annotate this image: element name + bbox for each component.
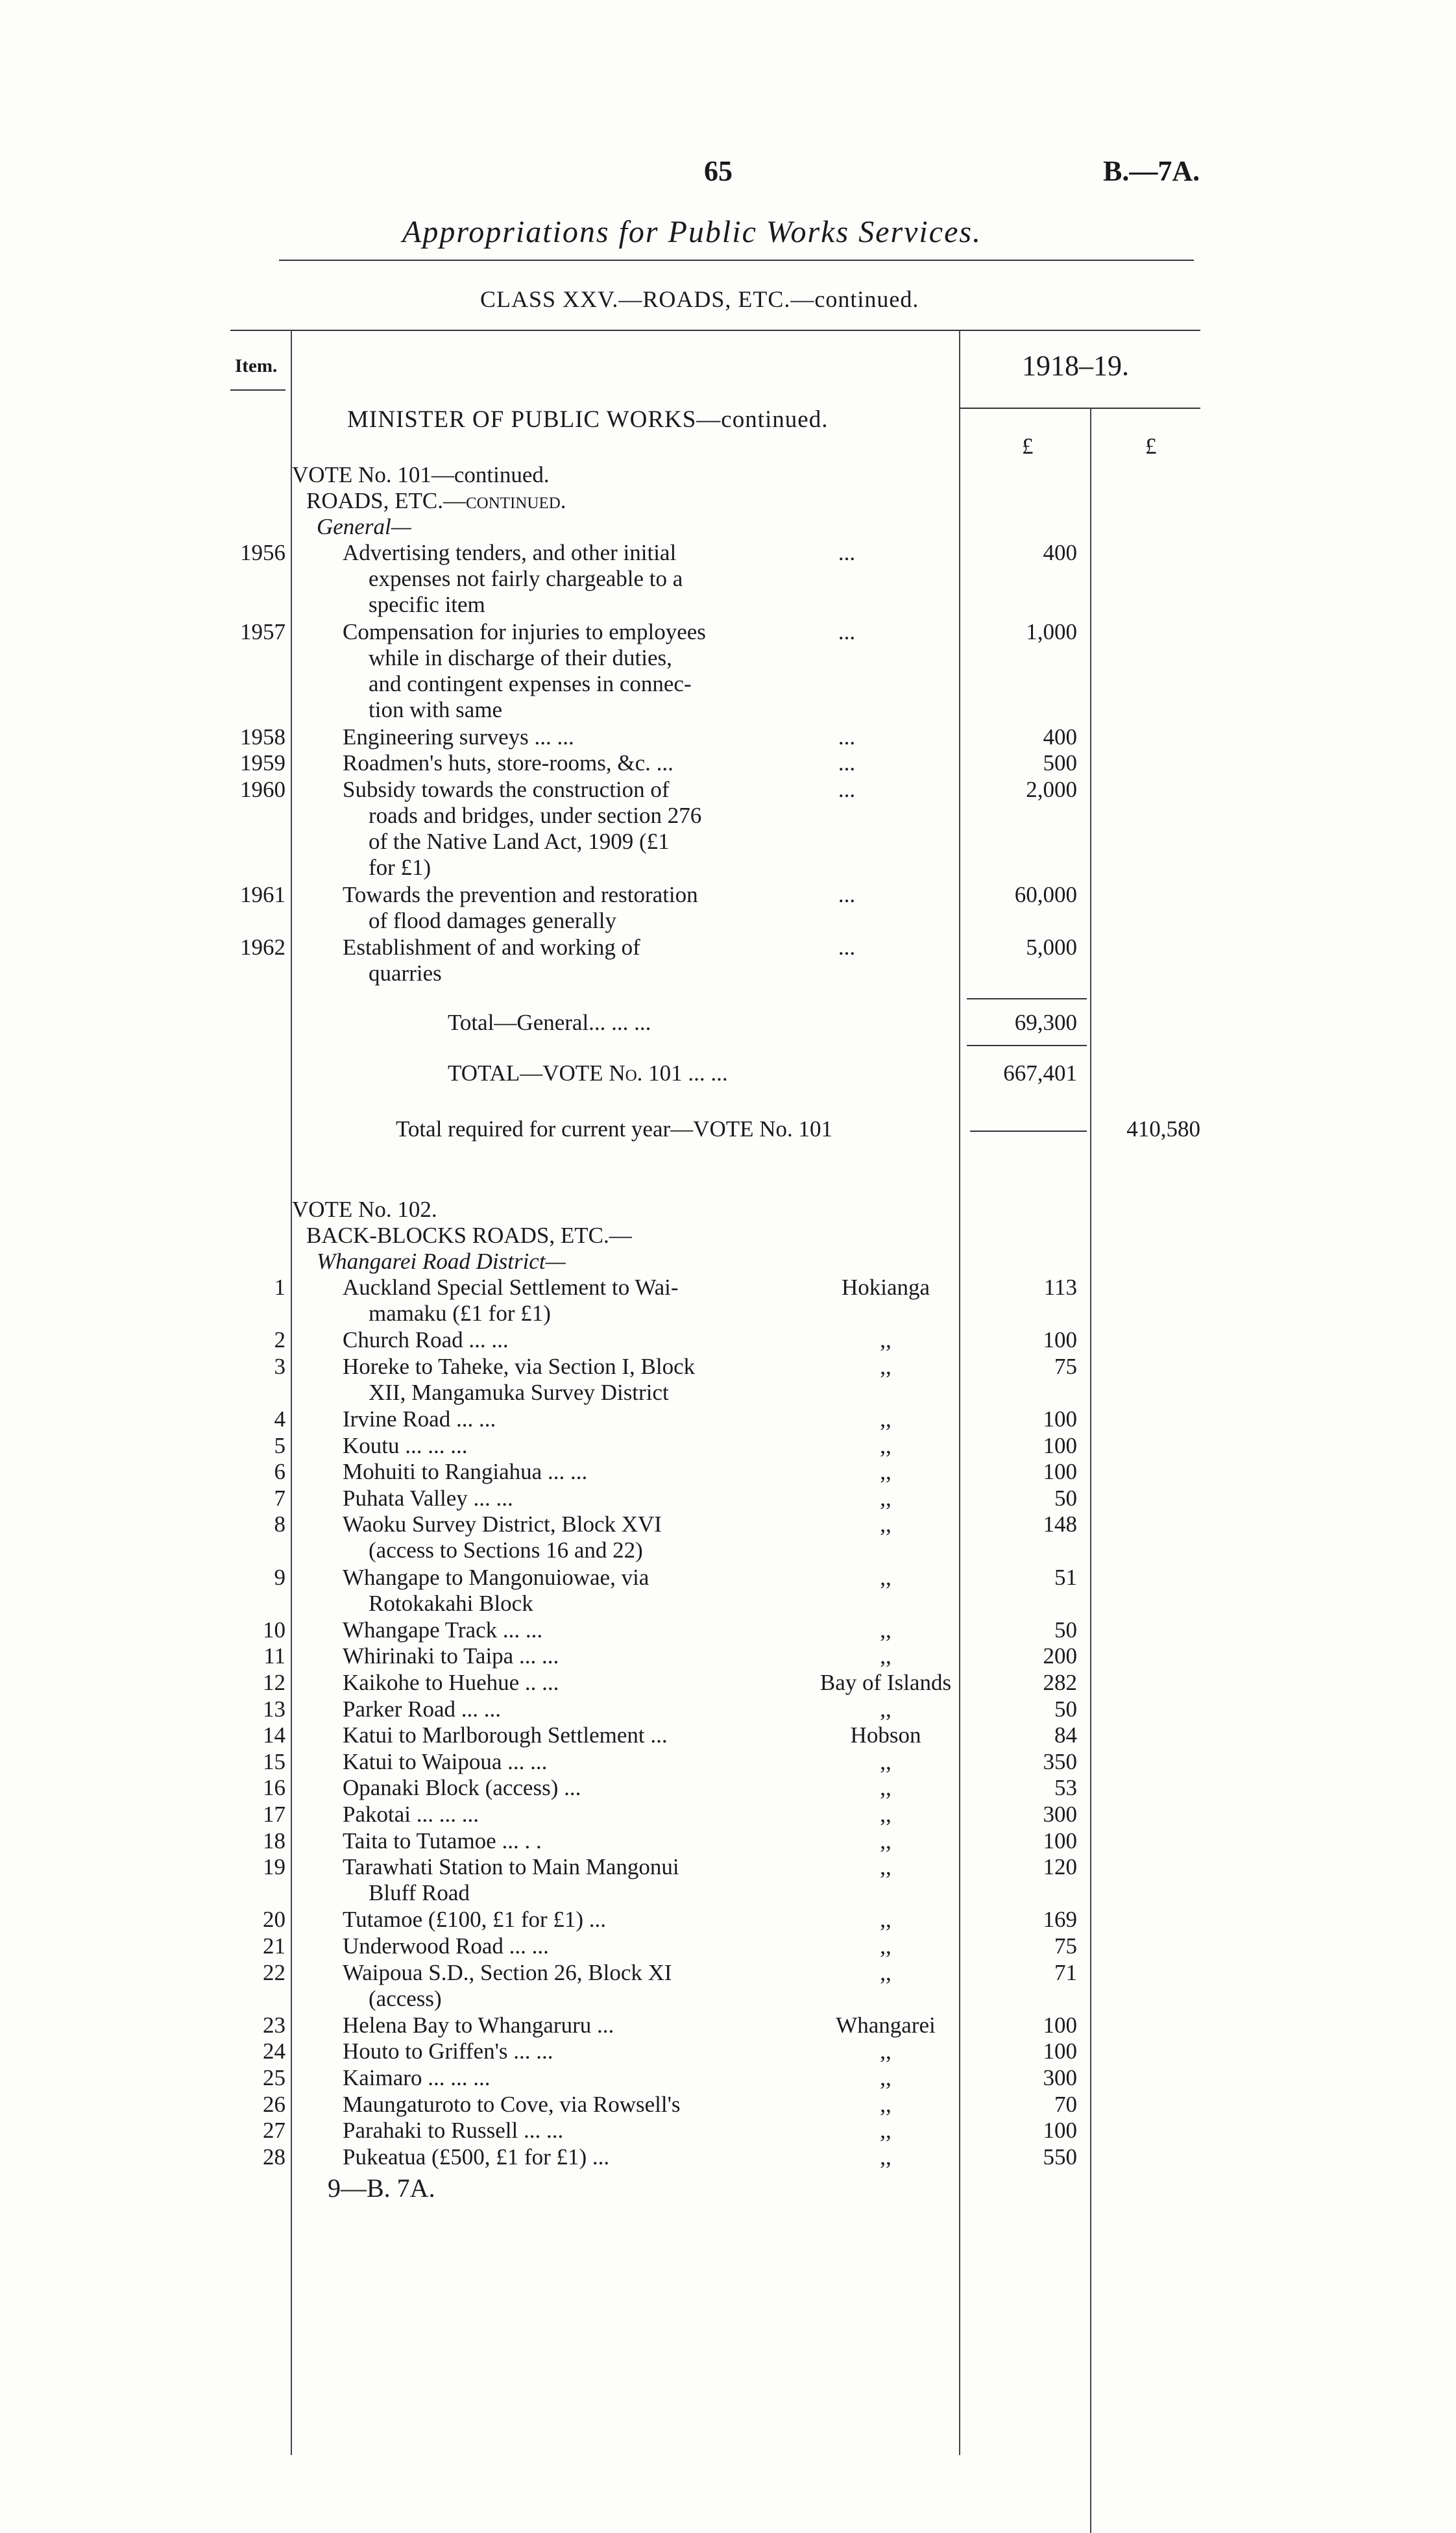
- item-number: 23: [263, 2012, 285, 2038]
- description-line: XII, Mangamuka Survey District: [369, 1379, 669, 1405]
- item-amount: 300: [1043, 1802, 1077, 1827]
- item-amount: 169: [1043, 1907, 1077, 1933]
- description-line: Maungaturoto to Cove, via Rowsell's: [343, 2091, 681, 2117]
- total-vote-label: TOTAL—VOTE No. 101 ... ...: [448, 1060, 728, 1086]
- item-description: [343, 1643, 790, 1669]
- electoral-district: ,,: [880, 1907, 892, 1933]
- description-line: Houto to Griffen's ... ...: [343, 2038, 553, 2064]
- item-number: 7: [274, 1485, 285, 1511]
- item-number: 9: [274, 1564, 285, 1590]
- year-header-rule: [959, 408, 1200, 409]
- amount-column-rule-right: [1090, 408, 1091, 2533]
- description-line: Whangape to Mangonuiowae, via: [343, 1564, 649, 1590]
- item-description: [343, 1354, 790, 1406]
- description-line: Mohuiti to Rangiahua ... ...: [343, 1459, 588, 1485]
- item-description: [343, 1406, 790, 1432]
- description-line: Pukeatua (£500, £1 for £1) ...: [343, 2144, 610, 2170]
- item-number: 16: [263, 1775, 285, 1801]
- description-line: Towards the prevention and restoration: [343, 881, 698, 907]
- leader-dots: ...: [838, 881, 856, 907]
- description-line: for £1): [369, 854, 431, 880]
- electoral-district: ,,: [880, 2065, 892, 2090]
- item-description: [343, 1486, 790, 1511]
- item-description: [343, 777, 790, 881]
- item-number: 1956: [240, 540, 285, 565]
- subtotal-rule: [967, 998, 1087, 999]
- item-description: [343, 1433, 790, 1459]
- leader-dots: ...: [838, 618, 856, 644]
- item-amount: 100: [1043, 1406, 1077, 1432]
- item-number: 5: [274, 1432, 285, 1458]
- item-amount: 1,000: [1026, 618, 1077, 644]
- leader-dots: ...: [838, 540, 856, 565]
- item-amount: 100: [1043, 2038, 1077, 2064]
- item-amount: 100: [1043, 1828, 1077, 1854]
- leader-dots: ...: [838, 750, 856, 776]
- item-description: [343, 1960, 790, 2012]
- item-amount: 84: [1054, 1722, 1077, 1748]
- item-amount: 5,000: [1026, 934, 1077, 960]
- description-line: Parahaki to Russell ... ...: [343, 2118, 564, 2144]
- electoral-district: ,,: [880, 2091, 892, 2117]
- item-description: [343, 1670, 790, 1696]
- electoral-district: ,,: [880, 1854, 892, 1880]
- item-amount: 400: [1043, 540, 1077, 565]
- description-line: Kaimaro ... ... ...: [343, 2065, 491, 2090]
- item-number: 1960: [240, 776, 285, 802]
- electoral-district: ,,: [880, 1643, 892, 1669]
- item-number: 1959: [240, 750, 285, 776]
- item-description: [343, 1327, 790, 1353]
- item-description: [343, 619, 790, 723]
- item-amount: 120: [1043, 1854, 1077, 1880]
- total-required-amount: 410,580: [1126, 1116, 1200, 1142]
- description-line: (access to Sections 16 and 22): [369, 1537, 643, 1563]
- electoral-district: Hobson: [850, 1722, 921, 1748]
- item-number: 1: [274, 1275, 285, 1300]
- electoral-district: ,,: [880, 1511, 892, 1537]
- total-general-amount: 69,300: [1014, 1010, 1077, 1035]
- title-rule: [279, 260, 1194, 261]
- electoral-district: Hokianga: [841, 1275, 930, 1300]
- leader-dots: ...: [838, 934, 856, 960]
- item-number: 15: [263, 1748, 285, 1774]
- total-vote-amount: 667,401: [1003, 1060, 1077, 1086]
- item-amount: 53: [1054, 1775, 1077, 1801]
- description-line: Subsidy towards the construction of: [343, 776, 670, 802]
- description-line: Roadmen's huts, store-rooms, &c. ...: [343, 750, 673, 776]
- item-amount: 2,000: [1026, 776, 1077, 802]
- description-line: (access): [369, 1985, 442, 2011]
- item-number: 19: [263, 1854, 285, 1880]
- electoral-district: ,,: [880, 1485, 892, 1511]
- item-amount: 148: [1043, 1511, 1077, 1537]
- item-amount: 75: [1054, 1933, 1077, 1959]
- description-line: Compensation for injuries to employees: [343, 618, 706, 644]
- item-description: [343, 1907, 790, 1933]
- item-description: [343, 2038, 790, 2064]
- leader-dots: ...: [838, 776, 856, 802]
- item-amount: 100: [1043, 1459, 1077, 1485]
- description-line: Parker Road ... ...: [343, 1696, 501, 1722]
- description-line: Underwood Road ... ...: [343, 1933, 549, 1959]
- description-line: Engineering surveys ... ...: [343, 724, 574, 750]
- description-line: quarries: [369, 960, 442, 986]
- description-line: Helena Bay to Whangaruru ...: [343, 2012, 614, 2038]
- item-number: 24: [263, 2038, 285, 2064]
- description-line: mamaku (£1 for £1): [369, 1301, 551, 1326]
- item-amount: 75: [1054, 1353, 1077, 1379]
- page-number: 65: [704, 155, 733, 187]
- item-number: 17: [263, 1802, 285, 1827]
- item-number: 12: [263, 1670, 285, 1695]
- item-amount: 71: [1054, 1959, 1077, 1985]
- year-column-header: 1918–19.: [1022, 350, 1129, 382]
- item-amount: 200: [1043, 1643, 1077, 1669]
- item-amount: 300: [1043, 2065, 1077, 2090]
- item-description: [343, 2092, 790, 2118]
- item-amount: 400: [1043, 724, 1077, 750]
- item-amount: 100: [1043, 2012, 1077, 2038]
- electoral-district: Bay of Islands: [819, 1670, 952, 1695]
- description-line: Bluff Road: [369, 1880, 470, 1906]
- electoral-district: ,,: [880, 1327, 892, 1353]
- description-line: Whangape Track ... ...: [343, 1617, 543, 1643]
- item-description: [343, 1459, 790, 1485]
- description-line: Waipoua S.D., Section 26, Block XI: [343, 1959, 672, 1985]
- item-amount: 113: [1043, 1275, 1077, 1300]
- electoral-district: ,,: [880, 1459, 892, 1485]
- item-description: [343, 1802, 790, 1828]
- item-amount: 550: [1043, 2144, 1077, 2170]
- item-description: [343, 2144, 790, 2170]
- item-number: 20: [263, 1907, 285, 1933]
- class-heading: CLASS XXV.—ROADS, ETC.—continued.: [480, 286, 919, 312]
- item-description: [343, 882, 790, 934]
- item-number: 1962: [240, 934, 285, 960]
- description-line: expenses not fairly chargeable to a: [369, 566, 683, 591]
- total-required-label: Total required for current year—VOTE No. 101: [396, 1116, 832, 1142]
- item-number: 10: [263, 1617, 285, 1643]
- description-line: Horeke to Taheke, via Section I, Block: [343, 1353, 696, 1379]
- item-description: [343, 1696, 790, 1722]
- description-line: Kaikohe to Huehue .. ...: [343, 1670, 559, 1695]
- item-amount: 50: [1054, 1617, 1077, 1643]
- electoral-district: ,,: [880, 1617, 892, 1643]
- description-line: Advertising tenders, and other initial: [343, 540, 677, 565]
- item-amount: 282: [1043, 1670, 1077, 1695]
- electoral-district: ,,: [880, 1828, 892, 1854]
- description-line: Establishment of and working of: [343, 934, 640, 960]
- vote-102-subheading: BACK-BLOCKS ROADS, ETC.—: [306, 1223, 632, 1248]
- description-line: Irvine Road ... ...: [343, 1406, 496, 1432]
- item-description: [343, 1617, 790, 1643]
- electoral-district: ,,: [880, 1933, 892, 1959]
- item-description: [343, 1828, 790, 1854]
- vote-102-group: Whangarei Road District—: [317, 1249, 566, 1274]
- item-number: 3: [274, 1353, 285, 1379]
- item-number: 1961: [240, 881, 285, 907]
- electoral-district: ,,: [880, 2144, 892, 2170]
- electoral-district: ,,: [880, 1748, 892, 1774]
- item-description: [343, 540, 790, 618]
- item-description: [343, 750, 790, 776]
- item-amount: 500: [1043, 750, 1077, 776]
- description-line: Tarawhati Station to Main Mangonui: [343, 1854, 679, 1880]
- description-line: Katui to Waipoua ... ...: [343, 1748, 548, 1774]
- description-line: Opanaki Block (access) ...: [343, 1775, 581, 1801]
- electoral-district: ,,: [880, 2038, 892, 2064]
- item-amount: 60,000: [1014, 881, 1077, 907]
- item-number: 21: [263, 1933, 285, 1959]
- item-amount: 350: [1043, 1748, 1077, 1774]
- item-amount: 50: [1054, 1696, 1077, 1722]
- item-description: [343, 724, 790, 750]
- description-line: roads and bridges, under section 276: [369, 802, 702, 828]
- description-line: Waoku Survey District, Block XVI: [343, 1511, 662, 1537]
- item-description: [343, 1933, 790, 1959]
- item-amount: 70: [1054, 2091, 1077, 2117]
- description-line: of flood damages generally: [369, 907, 616, 933]
- pound-column-2: £: [1145, 434, 1157, 459]
- description-line: tion with same: [369, 696, 503, 722]
- vote-101-subheading: ROADS, ETC.—continued.: [306, 488, 566, 513]
- item-number: 13: [263, 1696, 285, 1722]
- header-rule: [230, 330, 1200, 331]
- item-number: 8: [274, 1511, 285, 1537]
- description-line: Whirinaki to Taipa ... ...: [343, 1643, 559, 1669]
- description-line: specific item: [369, 592, 485, 617]
- electoral-district: ,,: [880, 1564, 892, 1590]
- item-amount: 50: [1054, 1485, 1077, 1511]
- description-line: of the Native Land Act, 1909 (£1: [369, 828, 670, 854]
- item-amount: 100: [1043, 2118, 1077, 2144]
- item-amount: 100: [1043, 1432, 1077, 1458]
- item-number: 14: [263, 1722, 285, 1748]
- item-number: 25: [263, 2065, 285, 2090]
- item-description: [343, 2065, 790, 2091]
- item-number: 6: [274, 1459, 285, 1485]
- item-column-header: Item.: [235, 356, 278, 376]
- item-number: 18: [263, 1828, 285, 1854]
- item-amount: 51: [1054, 1564, 1077, 1590]
- item-description: [343, 935, 790, 986]
- item-number: 1957: [240, 618, 285, 644]
- description-line: Tutamoe (£100, £1 for £1) ...: [343, 1907, 607, 1933]
- item-number: 1958: [240, 724, 285, 750]
- item-number: 4: [274, 1406, 285, 1432]
- description-line: Taita to Tutamoe ... . .: [343, 1828, 542, 1854]
- description-line: Katui to Marlborough Settlement ...: [343, 1722, 668, 1748]
- item-column-rule: [291, 330, 292, 2455]
- description-line: Pakotai ... ... ...: [343, 1802, 479, 1827]
- document-reference: B.—7A.: [1103, 155, 1200, 187]
- description-line: and contingent expenses in connec-: [369, 670, 692, 696]
- item-description: [343, 1565, 790, 1617]
- item-description: [343, 1854, 790, 1906]
- electoral-district: ,,: [880, 2118, 892, 2144]
- description-line: Rotokakahi Block: [369, 1590, 533, 1616]
- electoral-district: Whangarei: [836, 2012, 936, 2038]
- electoral-district: ,,: [880, 1959, 892, 1985]
- electoral-district: ,,: [880, 1696, 892, 1722]
- item-description: [343, 1775, 790, 1801]
- electoral-district: ,,: [880, 1353, 892, 1379]
- required-dash-rule: [970, 1131, 1087, 1132]
- page-footer: 9—B. 7A.: [328, 2173, 435, 2203]
- item-number: 26: [263, 2091, 285, 2117]
- item-header-rule: [230, 389, 285, 391]
- total-rule: [967, 1045, 1087, 1046]
- item-description: [343, 1511, 790, 1563]
- description-line: Puhata Valley ... ...: [343, 1485, 513, 1511]
- item-amount: 100: [1043, 1327, 1077, 1353]
- description-line: Koutu ... ... ...: [343, 1432, 468, 1458]
- item-number: 11: [263, 1643, 285, 1669]
- item-number: 22: [263, 1959, 285, 1985]
- description-line: Church Road ... ...: [343, 1327, 509, 1353]
- item-description: [343, 2013, 790, 2038]
- description-line: while in discharge of their duties,: [369, 644, 672, 670]
- electoral-district: ,,: [880, 1406, 892, 1432]
- description-line: Auckland Special Settlement to Wai-: [343, 1275, 679, 1300]
- item-number: 27: [263, 2118, 285, 2144]
- vote-102-heading: VOTE No. 102.: [292, 1197, 437, 1222]
- electoral-district: ,,: [880, 1802, 892, 1827]
- pound-column-1: £: [1022, 434, 1034, 459]
- item-description: [343, 1722, 790, 1748]
- electoral-district: ,,: [880, 1432, 892, 1458]
- vote-101-heading: VOTE No. 101—continued.: [292, 462, 550, 487]
- item-description: [343, 1275, 790, 1327]
- item-description: [343, 1749, 790, 1775]
- electoral-district: ,,: [880, 1775, 892, 1801]
- leader-dots: ...: [838, 724, 856, 750]
- vote-101-group: General—: [317, 514, 411, 539]
- page-title: Appropriations for Public Works Services.: [402, 215, 982, 249]
- item-number: 28: [263, 2144, 285, 2170]
- total-general-label: Total—General... ... ...: [448, 1010, 651, 1035]
- item-number: 2: [274, 1327, 285, 1353]
- minister-heading: MINISTER OF PUBLIC WORKS—continued.: [347, 406, 829, 433]
- item-description: [343, 2118, 790, 2144]
